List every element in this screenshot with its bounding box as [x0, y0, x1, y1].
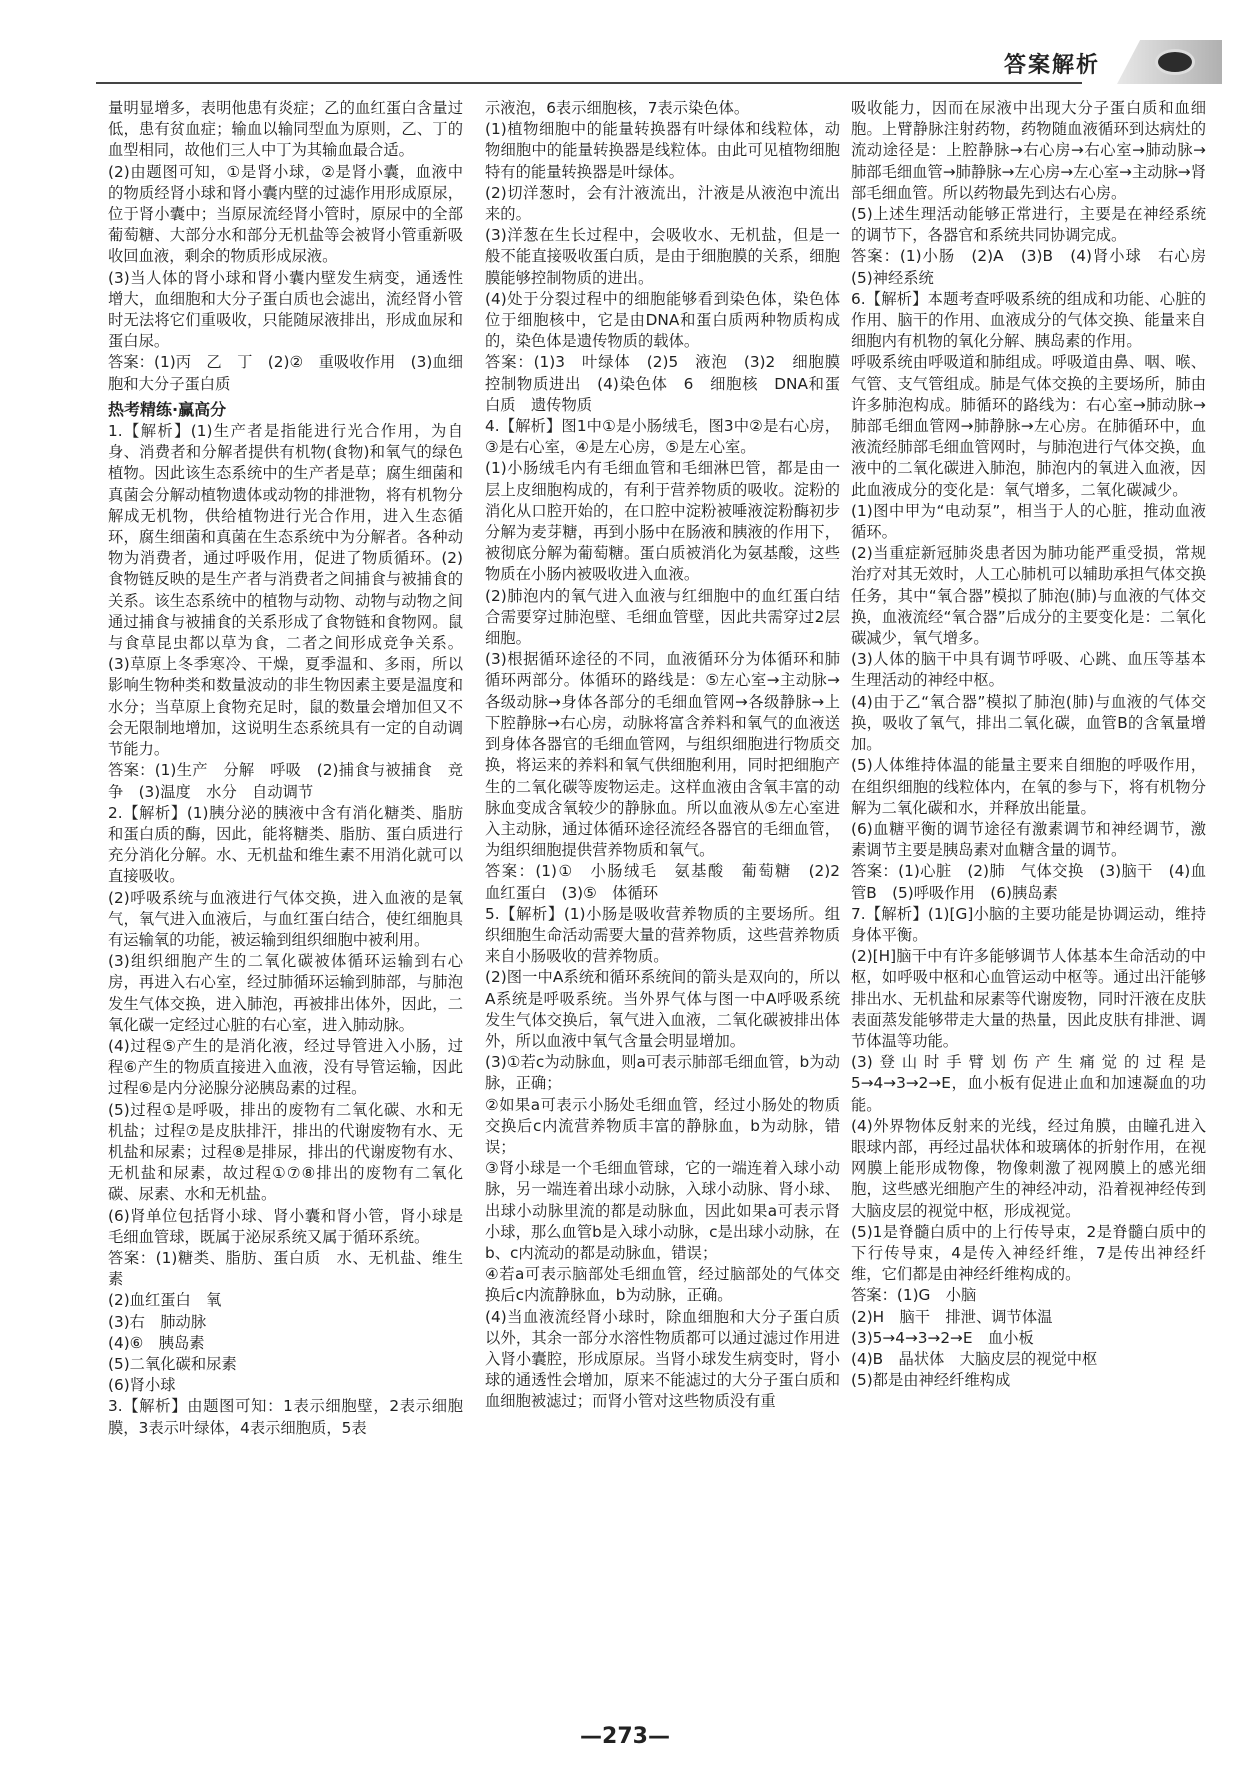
answer-line: (4)⑥ 胰岛素 [108, 1333, 205, 1352]
paragraph: (2)图一中A系统和循环系统间的箭头是双向的，所以A系统是呼吸系统。当外界气体与图一中A呼吸系统发生气体交换后，氧气进入血液，二氧化碳被排出体外，所以血液中氧气含量会明显增加。 [485, 968, 840, 1050]
answer-line: 答案：(1)丙 乙 丁 (2)② 重吸收作用 (3)血细胞和大分子蛋白质 [108, 353, 463, 393]
paragraph: (2)肺泡内的氧气进入血液与红细胞中的血红蛋白结合需要穿过肺泡壁、毛细血管壁，因此共需穿过2层细胞。 [485, 586, 840, 648]
answer-line: 答案：(1)3 叶绿体 (2)5 液泡 (3)2 细胞膜 控制物质进出 (4)染色体 6 细胞核 DNA和蛋白质 遗传物质 [485, 353, 856, 414]
paragraph: (3)洋葱在生长过程中，会吸收水、无机盐，但是一般不能直接吸收蛋白质，是由于细胞膜的关系，细胞膜能够控制物质的进出。 [485, 226, 840, 287]
page-header [0, 0, 1250, 95]
paragraph: ③肾小球是一个毛细血管球，它的一端连着入球小动脉，另一端连着出球小动脉，入球小动脉、肾小球、出球小动脉里流的都是动脉血，因此如果a可表示肾小球，那么血管b是入球小动脉，c是出球小动脉，在b、c内流动的都是动脉血，错误； [485, 1159, 840, 1262]
paragraph: 量明显增多，表明他患有炎症；乙的血红蛋白含量过低，患有贫血症；输血以输同型血为原则，乙、丁的血型相同，故他们三人中丁为其输血最合适。 [108, 99, 463, 160]
column-right [851, 98, 1222, 1391]
paragraph: (2)当重症新冠肺炎患者因为肺功能严重受损，常规治疗对其无效时，人工心肺机可以辅助承担气体交换任务，其中“氧合器”模拟了肺泡(肺)与血液的气体交换，血液流经“氧合器”后成分的主要变化是：二氧化碳减少，氧气增多。 [851, 544, 1206, 648]
answer-line: 答案：(1)① 小肠绒毛 氨基酸 葡萄糖 (2)2 血红蛋白 (3)⑤ 体循环 [485, 862, 856, 902]
paragraph: (2)由题图可知，①是肾小球，②是肾小囊，血液中的物质经肾小球和肾小囊内壁的过滤作用形成原尿，位于肾小囊中；当原尿流经肾小管时，原尿中的全部葡萄糖、大部分水和部分无机盐等会被肾小管重新吸收回血液，剩余的物质形成尿液。 [108, 162, 463, 266]
answer-line: (3)5→4→3→2→E 血小板 [851, 1328, 1034, 1347]
answer-line: (6)肾小球 [108, 1376, 176, 1395]
paragraph: 吸收能力，因而在尿液中出现大分子蛋白质和血细胞。上臂静脉注射药物，药物随血液循环到达病灶的流动途径是：上腔静脉→右心房→右心室→肺动脉→肺部毛细血管→肺静脉→左心房→左心室→主动脉→肾部毛细血管。所以药物最先到达右心房。 [851, 99, 1206, 202]
paragraph: (4)过程⑤产生的是消化液，经过导管进入小肠，过程⑥产生的物质直接进入血液，没有导管运输，因此过程⑥是内分泌腺分泌胰岛素的过程。 [108, 1036, 463, 1098]
answer-line: 答案：(1)生产 分解 呼吸 (2)捕食与被捕食 竞争 (3)温度 水分 自动调节 [108, 761, 463, 801]
header-title: 答案解析 [1003, 53, 1100, 78]
section-title: 热考精练·赢高分 [108, 399, 227, 419]
paragraph: 示液泡，6表示细胞核，7表示染色体。 [485, 99, 750, 117]
paragraph: 4.【解析】图1中①是小肠绒毛，图3中②是右心房，③是右心室，④是左心房，⑤是左心室。 [485, 417, 840, 457]
paragraph: ④若a可表示脑部处毛细血管，经过脑部处的气体交换后c内流静脉血，b为动脉，正确。 [485, 1265, 840, 1305]
paragraph: 5.【解析】(1)小肠是吸收营养物质的主要场所。组织细胞生命活动需要大量的营养物质，这些营养物质来自小肠吸收的营养物质。 [485, 904, 840, 966]
answer-line: 答案：(1)G 小脑 [851, 1286, 977, 1305]
paragraph: 3.【解析】由题图可知：1表示细胞壁，2表示细胞膜，3表示叶绿体，4表示细胞质，5表 [108, 1397, 463, 1437]
paragraph: 1.【解析】(1)生产者是指能进行光合作用，为自身、消费者和分解者提供有机物(食物)和氧气的绿色植物。因此该生态系统中的生产者是草；腐生细菌和真菌会分解动植物遗体或动物的排泄物，将有机物分解成无机物，供给植物进行光合作用，进入生态循环，腐生细菌和真菌在生态系统中为分解者。各种动物为消费者，通过呼吸作用，促进了物质循环。(2)食物链反映的是生产者与消费者之间捕食与被捕食的关系。该生态系统中的植物与动物、动物与动物之间通过捕食与被捕食的关系形成了食物链和食物网。鼠与食草昆虫都以草为食，二者之间形成竞争关系。(3)草原上冬季寒冷、干燥，夏季温和、多雨，所以影响生物种类和数量波动的非生物因素主要是温度和水分；当草原上食物充足时，鼠的数量会增加但又不会无限制地增加，这说明生态系统具有一定的自动调节能力。 [108, 422, 463, 759]
paragraph: (4)当血液流经肾小球时，除血细胞和大分子蛋白质以外，其余一部分水溶性物质都可以通过滤过作用进入肾小囊腔，形成原尿。当肾小球发生病变时，肾小球的通透性会增加，原来不能滤过的大分子蛋白质和血细胞被滤过；而肾小管对这些物质没有重 [485, 1307, 840, 1411]
paragraph: (3)人体的脑干中具有调节呼吸、心跳、血压等基本生理活动的神经中枢。 [851, 650, 1206, 690]
column-left [108, 98, 463, 1439]
paragraph: (5)人体维持体温的能量主要来自细胞的呼吸作用，在组织细胞的线粒体内，在氧的参与下，将有机物分解为二氧化碳和水，并释放出能量。 [851, 756, 1206, 817]
paragraph: (2)呼吸系统与血液进行气体交换，进入血液的是氧气，氧气进入血液后，与血红蛋白结合，使红细胞具有运输氧的功能，被运输到组织细胞中被利用。 [108, 888, 463, 949]
answer-line: 答案：(1)心脏 (2)肺 气体交换 (3)脑干 (4)血管B (5)呼吸作用 (6)胰岛素 [851, 862, 1206, 902]
paragraph: (1)植物细胞中的能量转换器有叶绿体和线粒体，动物细胞中的能量转换器是线粒体。由此可见植物细胞特有的能量转换器是叶绿体。 [485, 120, 840, 181]
paragraph: (6)血糖平衡的调节途径有激素调节和神经调节，激素调节主要是胰岛素对血糖含量的调节。 [851, 819, 1206, 860]
answer-line: (2)血红蛋白 氧 [108, 1291, 222, 1310]
paragraph: (5)1是脊髓白质中的上行传导束，2是脊髓白质中的下行传导束，4是传入神经纤维，7是传出神经纤维，它们都是由神经纤维构成的。 [851, 1222, 1206, 1284]
paragraph: ②如果a可表示小肠处毛细血管，经过小肠处的物质交换后c内流营养物质丰富的静脉血，b为动脉，错误； [485, 1095, 840, 1156]
paragraph: 6.【解析】本题考查呼吸系统的组成和功能、心脏的作用、脑干的作用、血液成分的气体交换、能量来自细胞内有机物的氧化分解、胰岛素的作用。 [851, 289, 1206, 351]
answer-line: (2)H 脑干 排泄、调节体温 [851, 1307, 1053, 1326]
paragraph: (3)组织细胞产生的二氧化碳被体循环运输到右心房，再进入右心室，经过肺循环运输到肺部，与肺泡发生气体交换，进入肺泡，再被排出体外，因此，二氧化碳一定经过心脏的右心室，进入肺动脉。 [108, 952, 463, 1034]
eye-logo-icon [1155, 49, 1195, 75]
paragraph: 7.【解析】(1)[G]小脑的主要功能是协调运动，维持身体平衡。 [851, 904, 1206, 944]
header-rule [96, 82, 1082, 84]
paragraph: (5)过程①是呼吸，排出的废物有二氧化碳、水和无机盐；过程⑦是皮肤排汗，排出的代谢废物有水、无机盐和尿素；过程⑧是排尿，排出的代谢废物有水、无机盐和尿素，故过程①⑦⑧排出的废物有二氧化碳、尿素、水和无机盐。 [108, 1100, 463, 1204]
paragraph: 呼吸系统由呼吸道和肺组成。呼吸道由鼻、咽、喉、气管、支气管组成。肺是气体交换的主要场所，肺由许多肺泡构成。肺循环的路线为：右心室→肺动脉→肺部毛细血管网→肺静脉→左心房。在肺循环中，血液流经肺部毛细血管网时，与肺泡进行气体交换，血液中的二氧化碳进入肺泡，肺泡内的氧进入血液，因此血液成分的变化是：氧气增多，二氧化碳减少。 [851, 353, 1206, 499]
paragraph: 2.【解析】(1)胰分泌的胰液中含有消化糖类、脂肪和蛋白质的酶，因此，能将糖类、脂肪、蛋白质进行充分消化分解。水、无机盐和维生素不用消化就可以直接吸收。 [108, 803, 463, 886]
paragraph: (3)根据循环途径的不同，血液循环分为体循环和肺循环两部分。体循环的路线是：⑤左心室→主动脉→各级动脉→身体各部分的毛细血管网→各级静脉→上下腔静脉→右心房，动脉将富含养料和氧气的血液送到身体各器官的毛细血管网，与组织细胞进行物质交换，将运来的养料和氧气供细胞利用，同时把细胞产生的二氧化碳等废物运走。这样血液由含氧丰富的动脉血变成含氧较少的静脉血。所以血液从⑤左心室进入主动脉，通过体循环途径流经各器官的毛细血管，为组织细胞提供营养物质和氧气。 [485, 650, 840, 860]
paragraph: (1)小肠绒毛内有毛细血管和毛细淋巴管，都是由一层上皮细胞构成的，有利于营养物质的吸收。淀粉的消化从口腔开始的，在口腔中淀粉被唾液淀粉酶初步分解为麦芽糖，再到小肠中在肠液和胰液的作用下，被彻底分解为葡萄糖。蛋白质被消化为氨基酸，这些物质在小肠内被吸收进入血液。 [485, 459, 840, 584]
paragraph: (3)①若c为动脉血，则a可表示肺部毛细血管，b为动脉，正确； [485, 1053, 840, 1093]
answer-line: (5)二氧化碳和尿素 [108, 1354, 237, 1373]
paragraph: (3)当人体的肾小球和肾小囊内壁发生病变，通透性增大，血细胞和大分子蛋白质也会滤出，流经肾小管时无法将它们重吸收，只能随尿液排出，形成血尿和蛋白尿。 [108, 268, 463, 351]
page-number: —273— [580, 1724, 670, 1749]
paragraph: (1)图中甲为“电动泵”，相当于人的心脏，推动血液循环。 [851, 501, 1206, 542]
paragraph: (3)登山时手臂划伤产生痛觉的过程是5→4→3→2→E，血小板有促进止血和加速凝血的功能。 [851, 1053, 1206, 1114]
column-middle [485, 98, 856, 1413]
paragraph: (4)处于分裂过程中的细胞能够看到染色体，染色体位于细胞核中，它是由DNA和蛋白质两种物质构成的，染色体是遗传物质的载体。 [485, 289, 840, 351]
answer-line: 答案：(1)小肠 (2)A (3)B (4)肾小球 右心房 (5)神经系统 [851, 247, 1222, 287]
paragraph: (5)上述生理活动能够正常进行，主要是在神经系统的调节下，各器官和系统共同协调完成。 [851, 205, 1206, 245]
answer-line: (3)右 肺动脉 [108, 1312, 207, 1331]
answer-line: (5)都是由神经纤维构成 [851, 1371, 1011, 1390]
answer-line: (4)B 晶状体 大脑皮层的视觉中枢 [851, 1349, 1098, 1368]
paragraph: (2)切洋葱时，会有汁液流出，汁液是从液泡中流出来的。 [485, 183, 840, 224]
paragraph: (6)肾单位包括肾小球、肾小囊和肾小管，肾小球是毛细血管球，既属于泌尿系统又属于循环系统。 [108, 1206, 463, 1246]
paragraph: (4)外界物体反射来的光线，经过角膜，由瞳孔进入眼球内部，再经过晶状体和玻璃体的折射作用，在视网膜上能形成物像，物像刺激了视网膜上的感光细胞，这些感光细胞产生的神经冲动，沿着视神经传到大脑皮层的视觉中枢，形成视觉。 [851, 1116, 1206, 1220]
paragraph: (2)[H]脑干中有许多能够调节人体基本生命活动的中枢，如呼吸中枢和心血管运动中枢等。通过出汗能够排出水、无机盐和尿素等代谢废物，同时汗液在皮肤表面蒸发能够带走大量的热量，因此皮肤有排泄、调节体温等功能。 [851, 947, 1206, 1050]
paragraph: (4)由于乙“氧合器”模拟了肺泡(肺)与血液的气体交换，吸收了氧气，排出二氧化碳，血管B的含氧量增加。 [851, 692, 1206, 754]
answer-line: 答案：(1)糖类、脂肪、蛋白质 水、无机盐、维生素 [108, 1248, 463, 1289]
